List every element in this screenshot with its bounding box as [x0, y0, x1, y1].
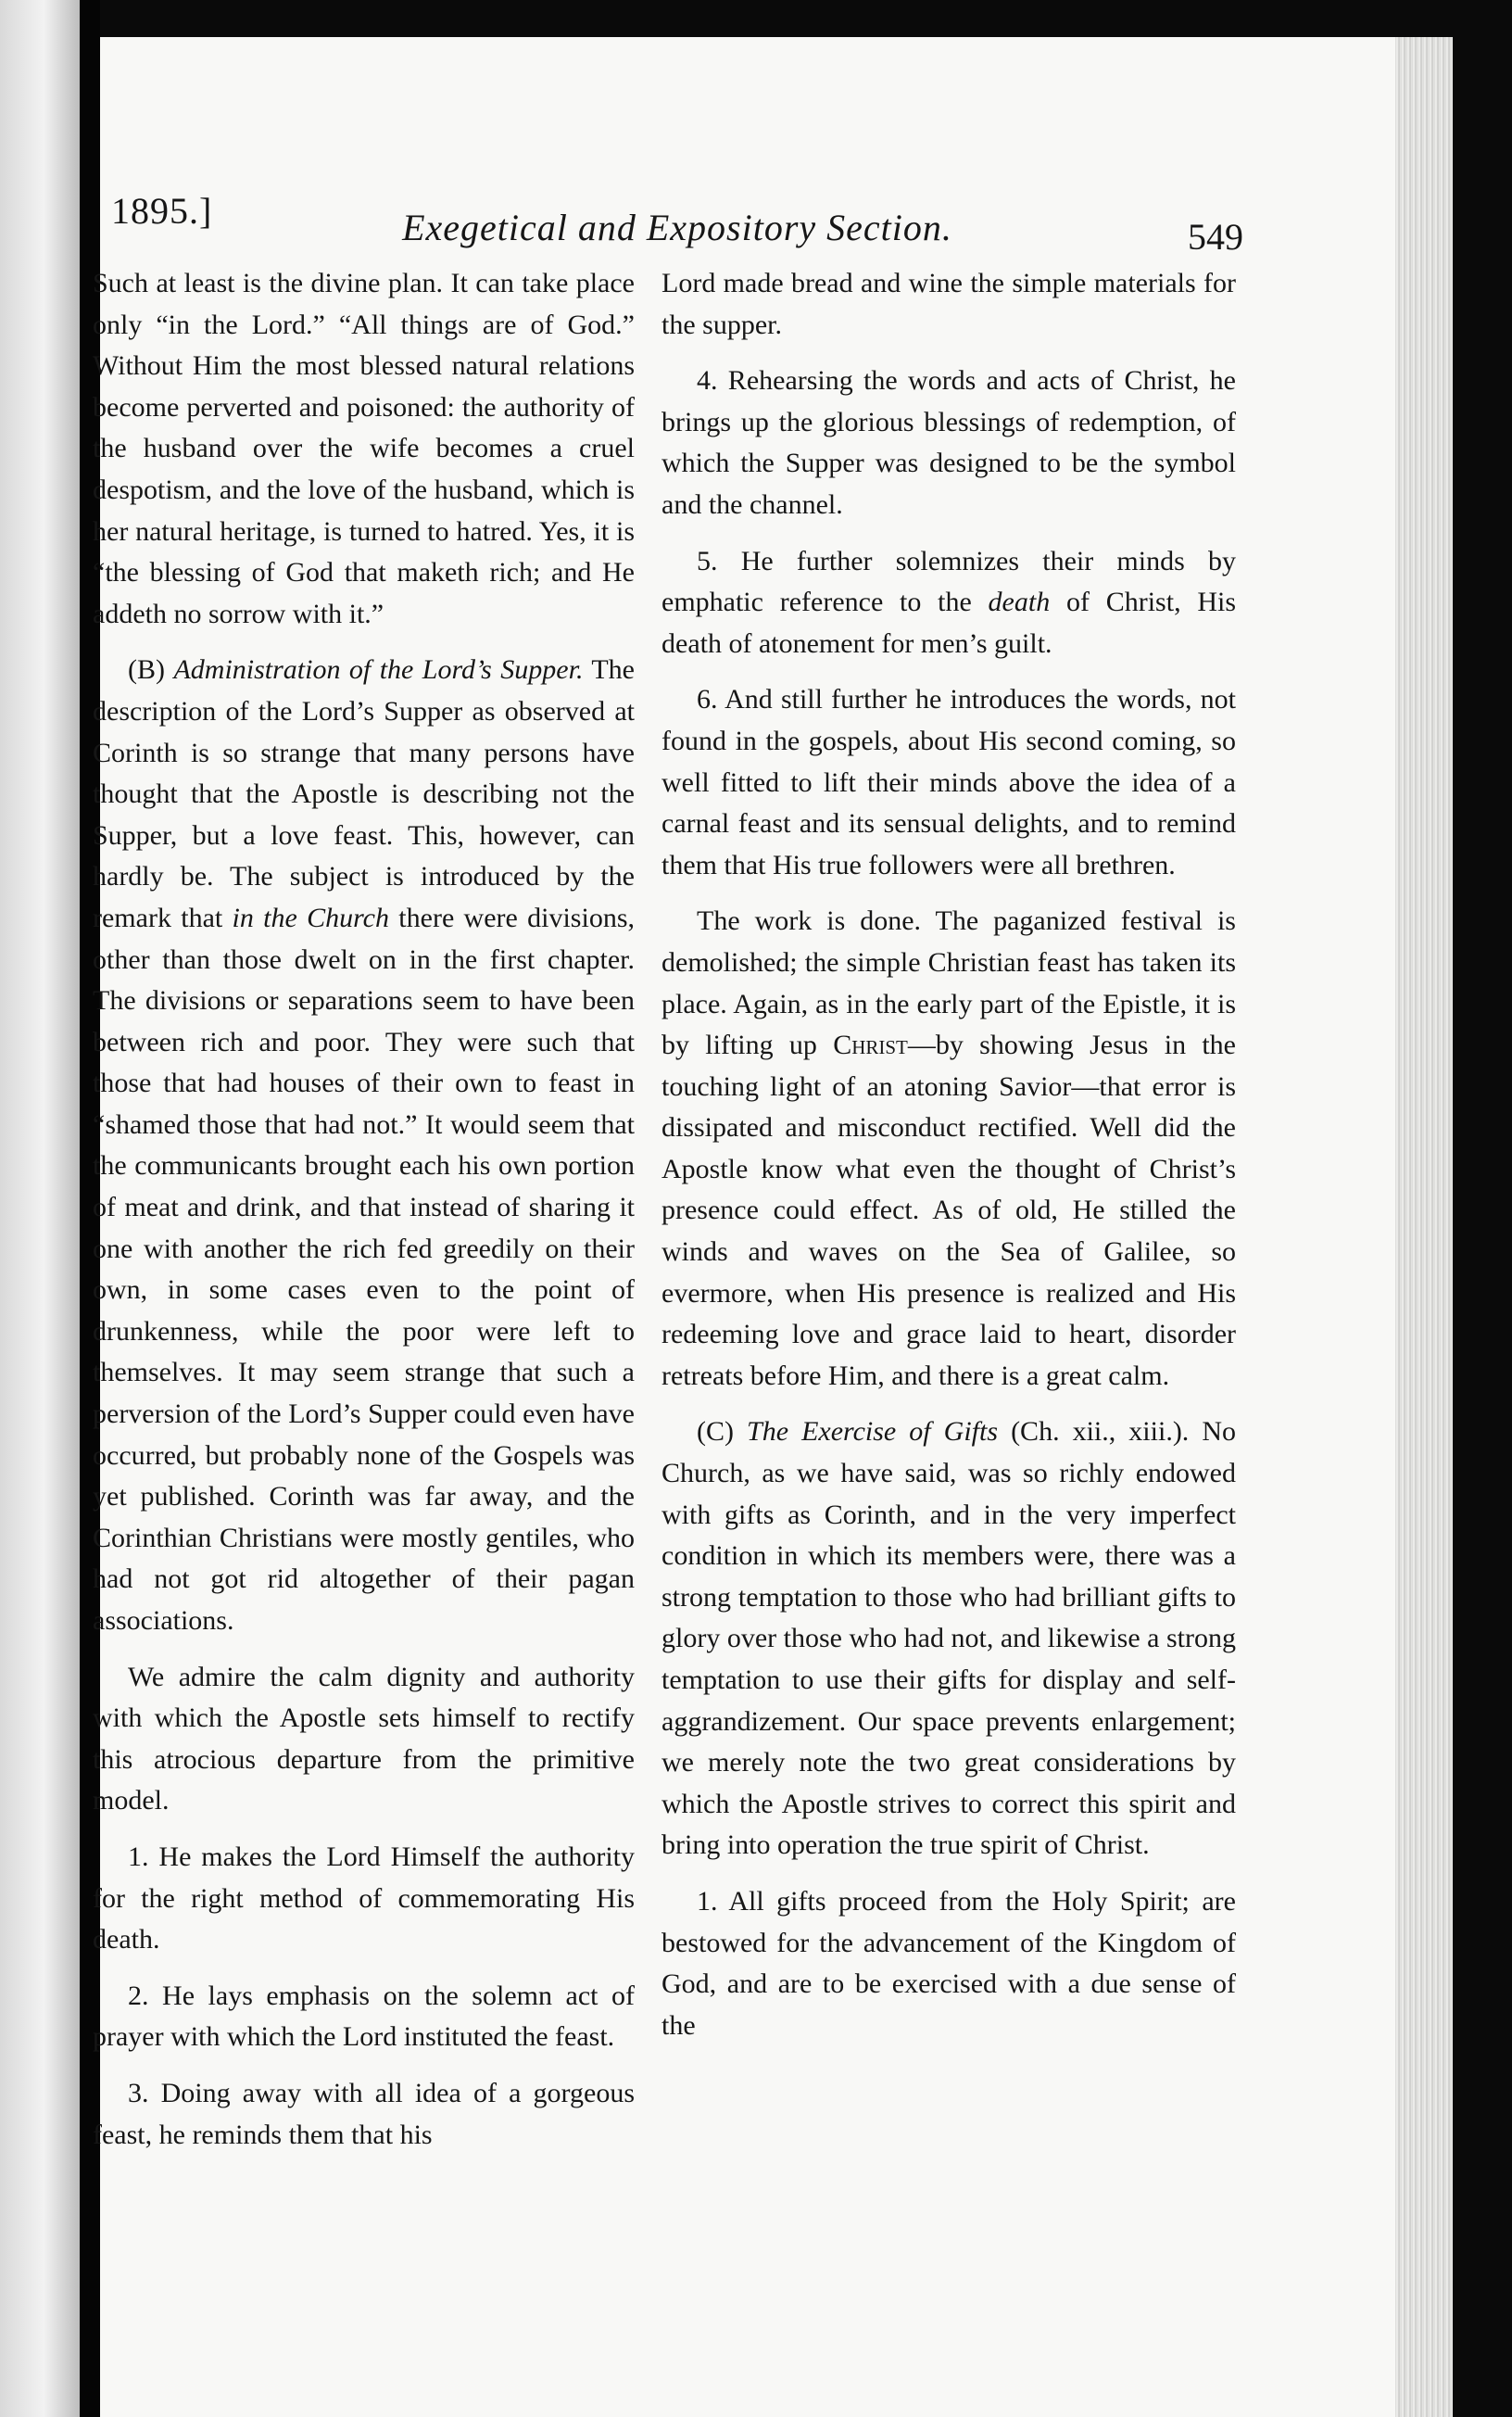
numbered-paragraph: 2. He lays emphasis on the solemn act of prayer with which the Lord instituted the feast. — [93, 1980, 635, 2053]
page-fore-edge — [1395, 37, 1453, 2417]
text-run: there were divisions, other than those dwelt on in the first chapter. The divisions or separations seem to have been between rich and poor. They were such that those that had houses of their own to feast in “shamed those that had not.” It would seem that the communicants brought each his own portion of meat and drink, and that instead of sharing it one with another the rich fed greedily on their own, in some cases even to the point of drunkenness, while the poor were left to themselves. It may seem strange that such a perversion of the Lord’s Supper could even have occurred, but probably none of the Gospels was yet published. Corinth was far away, and the Corinthian Christians were mostly gentiles, who had not got rid altogether of their pagan associations. — [93, 902, 635, 1636]
numbered-paragraph — [662, 541, 1236, 665]
header-year: 1895.] — [111, 190, 213, 232]
text-run: The work is done. The paganized festival is demolished; the simple Christian feast has taken its place. Again, as in the early part of the Epistle, it is by lifting up — [662, 905, 1236, 1061]
running-title: Exegetical and Expository Section. — [402, 207, 952, 248]
paragraph: Lord made bread and wine the simple materials for the supper. — [662, 268, 1236, 340]
numbered-paragraph: 3. Doing away with all idea of a gorgeous feast, he reminds them that his — [93, 2077, 635, 2150]
section-heading: Administration of the Lord’s Supper. — [173, 654, 584, 686]
numbered-paragraph: 1. All gifts proceed from the Holy Spirit; are bestowed for the advancement of the Kingdom of God, and are to be exercised with a due sense of the — [662, 1885, 1236, 2041]
numbered-paragraph: 1. He makes the Lord Himself the authority for the right method of commemorating His death. — [93, 1841, 635, 1955]
numbered-paragraph: 6. And still further he introduces the words, not found in the gospels, about His second coming, so well fitted to lift their minds above the idea of a carnal feast and its sensual delights, and to remind them that His true followers were all brethren. — [662, 684, 1236, 880]
text-run: (Ch. xii., xiii.). No Church, as we have said, was so richly endowed with gifts as Corinth, and in the very imperfect condition in which its members were, there was a strong temptation to those who had brilliant gifts to glory over those who had not, and likewise a strong temptation to use their gifts for display and self-aggrandizement. Our space prevents enlargement; we merely note the two great considerations by which the Apostle strives to correct this spirit and bring into operation the true spirit of Christ. — [662, 1416, 1237, 1861]
text-run: The description of the Lord’s Supper as observed at Corinth is so strange that many persons have thought that the Apostle is describing not the Supper, but a love feast. This, however, can hardly be. The subject is introduced by the remark that — [93, 654, 635, 933]
text-run: 5. He further solemnizes their minds by emphatic reference to the — [662, 545, 1236, 618]
left-column — [93, 263, 635, 2170]
paragraph — [662, 901, 1236, 1397]
page-header — [111, 159, 1243, 258]
paragraph: Such at least is the divine plan. It can take place only “in the Lord.” “All things are of God.” Without Him the most blessed natural relations become perverted and poisoned: the authority of the husband over the wife becomes a cruel despotism, and the love of the husband, which is her natural heritage, is turned to hatred. Yes, it is “the blessing of God that maketh rich; and He addeth no sorrow with it.” — [93, 268, 635, 629]
right-column — [662, 263, 1236, 2061]
facing-page-edge — [0, 0, 80, 2417]
text-run: of Christ, His death of atonement for men’s guilt. — [662, 587, 1237, 659]
section-label: (B) — [128, 654, 165, 686]
numbered-paragraph: 4. Rehearsing the words and acts of Christ, he brings up the glorious blessings of redemption, of which the Supper was designed to be the symbol and the channel. — [662, 365, 1236, 520]
text-run: —by showing Jesus in the touching light of an atoning Savior—that error is dissipated and misconduct rectified. Well did the Apostle know what even the thought of Christ’s presence could effect. As of old, He stilled the winds and waves on the Sea of Galilee, so evermore, when His presence is realized and His redeeming love and grace laid to heart, disorder retreats before Him, and there is a great calm. — [662, 1030, 1236, 1391]
page-number: 549 — [1188, 216, 1243, 258]
paragraph: We admire the calm dignity and authority with which the Apostle sets himself to rectify this atrocious departure from the primitive model. — [93, 1661, 635, 1816]
small-caps-word: Christ — [833, 1030, 908, 1061]
paragraph-section-b — [93, 650, 635, 1641]
section-heading: The Exercise of Gifts — [747, 1416, 999, 1448]
italic-word: death — [988, 587, 1051, 618]
section-label: (C) — [697, 1416, 734, 1448]
italic-phrase: in the Church — [232, 902, 389, 933]
paragraph-section-c — [662, 1411, 1236, 1867]
